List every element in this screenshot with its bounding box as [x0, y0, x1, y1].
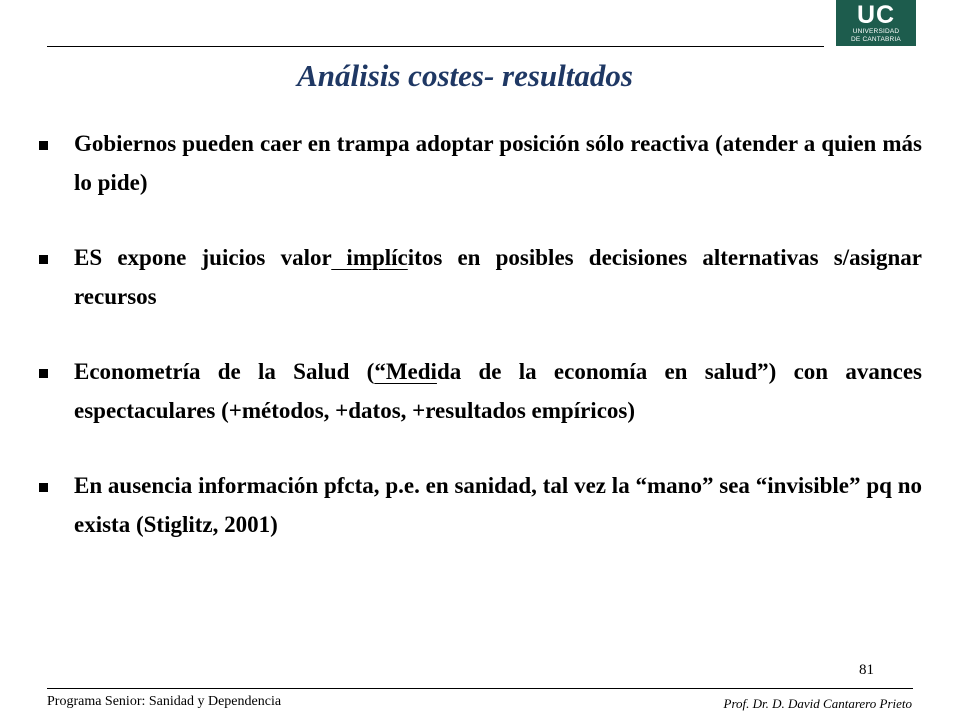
bullet-text: Gobiernos pueden caer en trampa adoptar posición sólo reactiva (atender a quien más lo pide) — [74, 131, 922, 195]
page-number: 81 — [859, 662, 874, 678]
footer-rule — [47, 688, 913, 689]
header-rule — [47, 46, 824, 47]
square-bullet-icon — [39, 483, 48, 492]
bullet-text-part: Econometría de la Salud ( — [74, 359, 375, 384]
bullet-text: En ausencia información pfcta, p.e. en sanidad, tal vez la “mano” sea “invisible” pq no exista (Stiglitz, 2001) — [74, 473, 922, 537]
bullet-list — [37, 124, 922, 580]
university-logo — [836, 0, 916, 46]
square-bullet-icon — [39, 255, 48, 264]
footer-program: Programa Senior: Sanidad y Dependencia — [47, 694, 282, 709]
bullet-item — [37, 466, 922, 544]
logo-mark: UC — [856, 1, 896, 29]
bullet-text — [74, 352, 922, 430]
bullet-text-part: itos en posibles decisiones alternativas s/asignar recursos — [74, 245, 922, 309]
footer-author: Prof. Dr. D. David Cantarero Prieto — [723, 696, 912, 711]
square-bullet-icon — [39, 141, 48, 150]
bullet-text — [74, 238, 922, 316]
underlined-fragment: implíc — [331, 245, 408, 270]
underlined-fragment: “Medi — [374, 359, 437, 384]
logo-line-1: UNIVERSIDAD — [852, 28, 900, 35]
bullet-text-part: da de la economía en salud”) con avances espectaculares (+métodos, +datos, +resultados empíricos) — [74, 359, 922, 423]
bullet-item — [37, 238, 922, 316]
square-bullet-icon — [39, 369, 48, 378]
bullet-item — [37, 124, 922, 202]
bullet-item — [37, 352, 922, 430]
logo-line-2: DE CANTABRIA — [851, 35, 901, 43]
bullet-text-part: ES expone juicios valor — [74, 245, 332, 270]
slide-title: Análisis costes- resultados — [297, 58, 633, 93]
